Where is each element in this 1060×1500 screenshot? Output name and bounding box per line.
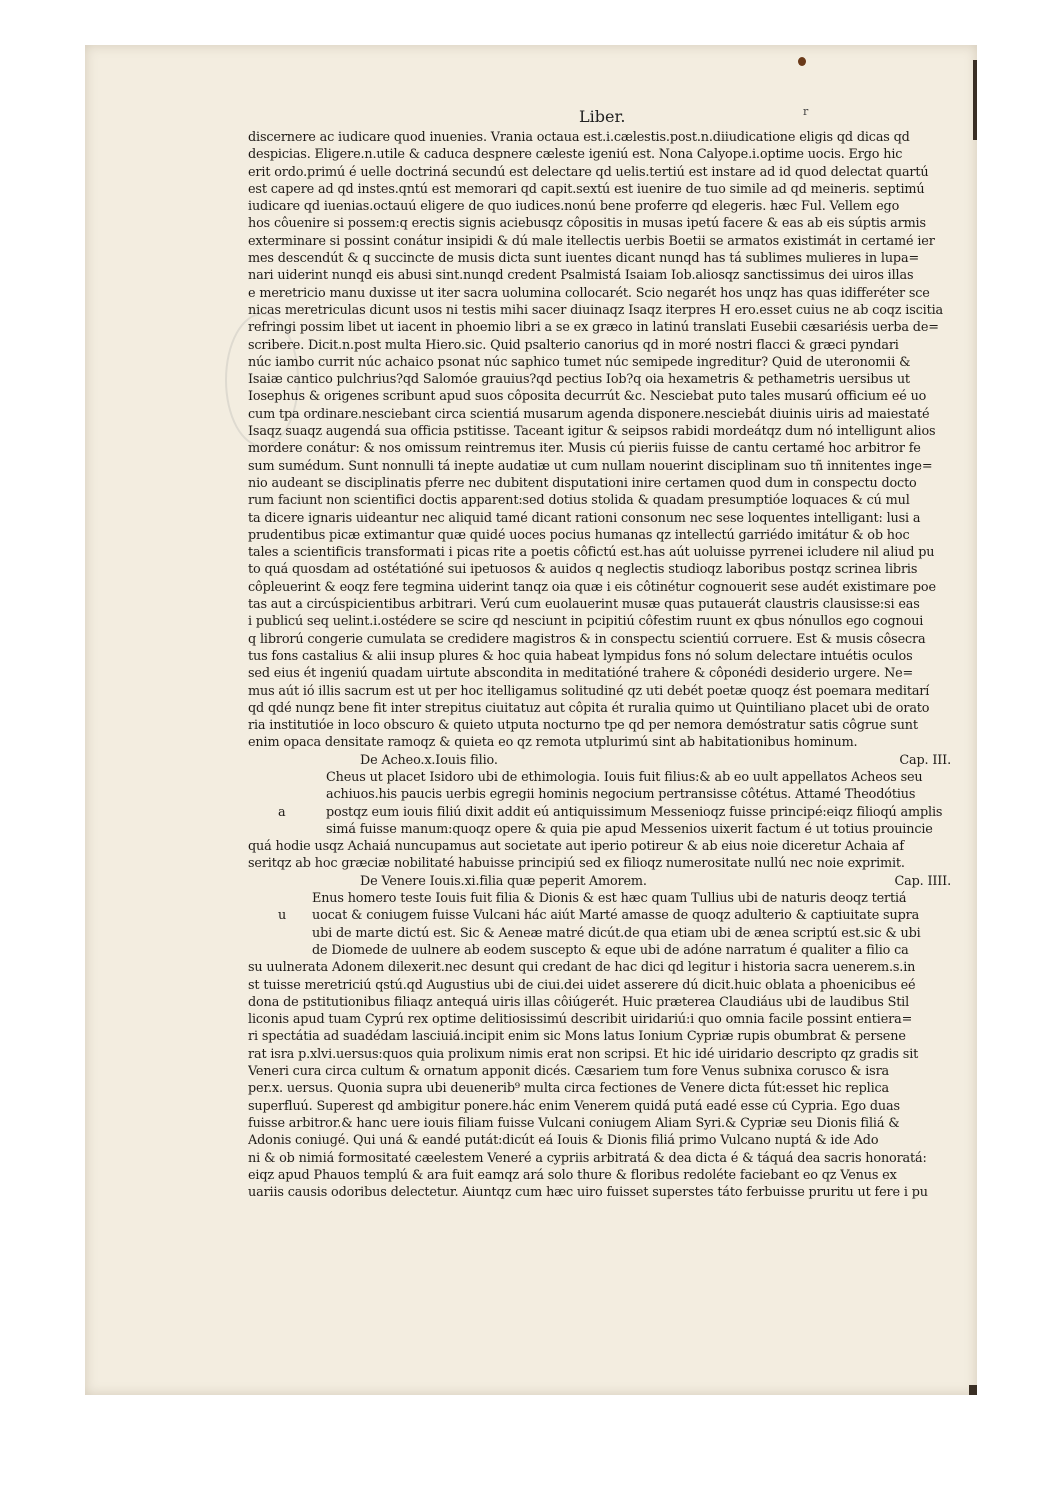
line-text: mordere conátur: & nos omissum reintremus iter. Musis cú pieriis fuisse de cantu certamé hoc arbitror fe (248, 441, 921, 457)
text-line (248, 942, 953, 959)
text-line (248, 215, 953, 232)
line-text: ni & ob nimiá formositaté cæelestem Veneré a cypriis arbitratá & dea dicta é & táquá dea sacris honoratá: (248, 1150, 927, 1166)
text-line (248, 925, 953, 942)
text-line (248, 631, 953, 648)
guide-letter: a (278, 804, 286, 820)
text-line (248, 1167, 953, 1184)
text-line (248, 1150, 953, 1167)
text-line (248, 388, 953, 405)
page-edge-mark (973, 60, 977, 140)
text-line (248, 1011, 953, 1028)
text-line (248, 1115, 953, 1132)
text-line (248, 959, 953, 976)
text-line (248, 458, 953, 475)
line-text: uariis causis odoribus delectetur. Aiuntqz cum hæc uiro fuisset superstes táto ferbuisse pruritu ut fere i pu (248, 1185, 928, 1201)
text-line (248, 804, 953, 821)
text-line (248, 337, 953, 354)
line-text: Enus homero teste Iouis fuit filia & Dionis & est hæc quam Tullius ubi de naturis deoqz tertiá (312, 891, 907, 907)
line-text: mes descendút & q succincte de musis dicta sunt iuentes dicant nunqd has tá sublimes mulieres in lupa= (248, 251, 920, 267)
line-text: De Venere Iouis.xi.filia quæ peperit Amorem. (360, 873, 647, 889)
text-line (248, 1098, 953, 1115)
line-text: prudentibus picæ extimantur quæ quidé uoces pocius humanas qz intellectú garriédo imitátur & ob hoc (248, 527, 910, 543)
chapter-heading (248, 752, 953, 769)
guide-letter: u (278, 908, 287, 924)
line-text: Isaqz suaqz augendá sua officia pstitisse. Taceant igitur & seipsos rabidi mordeátqz dum nó intelligunt alios (248, 424, 936, 440)
text-line (248, 665, 953, 682)
line-text: Cheus ut placet Isidoro ubi de ethimologia. Iouis fuit filius:& ab eo uult appellatos Acheos seu (326, 769, 923, 785)
line-text: st tuisse meretriciú qstú.qd Augustius ubi de ciui.dei uidet asserere dú dicit.huic oblata a phoenicibus eé (248, 977, 916, 993)
text-line (248, 527, 953, 544)
line-text: de Diomede de uulnere ab eodem suscepto & eque ubi de adóne narratum é qualiter a filio ca (312, 942, 909, 958)
text-line (248, 769, 953, 786)
line-text: per.x. uersus. Quonia supra ubi deuenerib⁹ multa circa fectiones de Venere dicta fút:esset hic replica (248, 1081, 890, 1097)
line-text: ta dicere ignaris uideantur nec aliquid tamé dicant rationi consonum nec sese loquentes intelligant: lusi a (248, 510, 921, 526)
text-line (248, 492, 953, 509)
text-line (248, 267, 953, 284)
text-line (248, 561, 953, 578)
line-text: sed eius ét ingeniú quadam uirtute abscondita in meditatióné trahere & côponédi desiderio urgere. Ne= (248, 666, 914, 682)
text-line (248, 1080, 953, 1097)
text-line (248, 319, 953, 336)
line-text: ubi de marte dictú est. Sic & Aeneæ matré dicút.de qua etiam ubi de ænea scriptú est.sic & ubi (312, 925, 921, 941)
line-text: tales a scientificis transformati i picas rite a poetis côfictú est.has aút uoluisse pyrrenei icludere nil aliud pu (248, 545, 935, 561)
line-text: est capere ad qd instes.qntú est memorari qd capit.sextú est iuenire de tuo simile ad qd meineris. septimú (248, 181, 925, 197)
line-text: mus aút ió illis sacrum est ut per hoc itelligamus solitudiné qz uti debét poetæ quoqz ést poemara meditarí (248, 683, 930, 699)
line-text: côpleuerint & eoqz fere tegmina uiderint tanqz oia quæ i eis côtinétur cognouerit sese audét existimare poe (248, 579, 936, 595)
text-line (248, 613, 953, 630)
line-text: De Acheo.x.Iouis filio. (360, 752, 498, 768)
line-text: hos côuenire si possem:q erectis signis aciebusqz côpositis in musas ipetú facere & eas ab eis súptis armis (248, 216, 926, 232)
text-line (248, 285, 953, 302)
text-line (248, 700, 953, 717)
line-text: erit ordo.primú é uelle doctriná secundú est delectare qd uelis.tertiú est instare ad id quod delectat quartú (248, 164, 929, 180)
text-line (248, 371, 953, 388)
line-text: quá hodie usqz Achaiá nuncupamus aut societate aut iperio potireur & ab eius noie diceretur Achaia af (248, 839, 904, 855)
line-text: exterminare si possint conátur insipidi & dú male itellectis uerbis Boetii se armatos existimát in certamé ier (248, 233, 935, 249)
text-line (248, 596, 953, 613)
text-line (248, 164, 953, 181)
line-text: seritqz ab hoc græciæ nobilitaté habuisse principiú sed ex filioqz numerositate nullú nec noie exprimit. (248, 856, 905, 872)
line-text: Adonis coniugé. Qui uná & eandé putát:dicút eá Iouis & Dionis filiá primo Vulcano nuptá & ide Ado (248, 1133, 879, 1149)
page-edge-mark (969, 1385, 977, 1395)
line-text: ria institutióe in loco obscuro & quieto utputa nocturno tpe qd per nemora demóstratur satis côgrue sunt (248, 718, 918, 734)
text-line (248, 838, 953, 855)
line-text: discernere ac iudicare quod inuenies. Vrania octaua est.i.cælestis.post.n.diiudicatione eligis qd dicas qd (248, 130, 910, 145)
text-line (248, 475, 953, 492)
text-line (248, 146, 953, 163)
text-line (248, 1184, 953, 1201)
text-line (248, 510, 953, 527)
chapter-heading (248, 873, 953, 890)
chapter-number: Cap. III. (899, 752, 951, 768)
chapter-number: Cap. IIII. (894, 873, 951, 889)
text-line (248, 1046, 953, 1063)
line-text: Veneri cura circa cultum & ornatum apponit dicés. Cæsariem tum fore Venus subnixa corusco & isra (248, 1064, 890, 1080)
line-text: ri spectátia ad suadédam lasciuiá.incipit enim sic Mons latus Ionium Cypriæ rupis obumbrat & persene (248, 1029, 906, 1045)
text-line (248, 250, 953, 267)
line-text: eiqz apud Phauos templú & ara fuit eamqz ará solo thure & floribus redoléte faciebant eo qz Venus ex (248, 1167, 897, 1183)
text-line (248, 129, 953, 146)
line-text: iudicare qd iuenias.octauú eligere de quo iudices.nonú bene proferre qd elegeris. hæc Ful. Vellem ego (248, 199, 900, 215)
text-line (248, 354, 953, 371)
text-line (248, 198, 953, 215)
line-text: nicas meretriculas dicunt usos ni testis mihi sacer diuinaqz Isaqz iterpres H ero.esset cuius ne ab coqz iscitia (248, 302, 944, 318)
page-scan (85, 45, 977, 1395)
line-text: superfluú. Superest qd ambigitur ponere.hác enim Venerem quidá putá eadé esse cú Cypria. Ego duas (248, 1098, 900, 1114)
text-line (248, 423, 953, 440)
line-text: postqz eum iouis filiú dixit addit eú antiquissimum Messenioqz fuisse principé:eiqz filioqú amplis (326, 804, 943, 820)
line-text: rat isra p.xlvi.uersus:quos quia prolixum nimis erat non scripsi. Et hic idé uiridario descripto qz gradis sit (248, 1046, 919, 1062)
header-title: Liber. (579, 107, 626, 126)
text-line (248, 648, 953, 665)
text-line (248, 734, 953, 751)
line-text: tus fons castalius & alii insup plures & hoc quia habeat lympidus fons nó solum delectare intuétis oculos (248, 648, 913, 664)
text-line (248, 579, 953, 596)
line-text: achiuos.his paucis uerbis egregii hominis negocium pertransisse côtétus. Attamé Theodótius (326, 787, 916, 803)
text-line (248, 302, 953, 319)
text-line (248, 977, 953, 994)
text-line (248, 1063, 953, 1080)
line-text: rum faciunt non scientifici doctis apparent:sed dotius stolida & quadam presumptióe loquaces & cú mul (248, 493, 910, 509)
line-text: cum tpa ordinare.nesciebant circa scientiá musarum agenda disponere.nesciebát diuinis uiris ad maiestaté (248, 406, 930, 422)
line-text: nari uiderint nunqd eis abusi sint.nunqd credent Psalmistá Isaiam Iob.aliosqz sanctissimus dei uiros illas (248, 268, 914, 284)
line-text: simá fuisse manum:quoqz opere & quia pie apud Messenios uixerit factum é ut totius prouincie (326, 821, 933, 837)
text-line (248, 181, 953, 198)
text-line (248, 233, 953, 250)
text-line (248, 406, 953, 423)
line-text: dona de pstitutionibus filiaqz antequá uiris illas côiúgerét. Huic præterea Claudiáus ubi de laudibus Stil (248, 994, 910, 1010)
text-line (248, 786, 953, 803)
line-text: refringi possim libet ut iacent in phoemio libri a se ex græco in latinú translati Eusebii cæsariésis uerba de= (248, 320, 939, 336)
line-text: liconis apud tuam Cyprú rex optime delitiosissimú describit uiridariú:i quo omnia facile possint entiera= (248, 1012, 913, 1028)
text-line (248, 683, 953, 700)
line-text: fuisse arbitror.& hanc uere iouis filiam fuisse Vulcani coniugem Aliam Syri.& Cypriæ seu Dionis filiá & (248, 1115, 900, 1131)
line-text: i publicú seq uelint.i.ostédere se scire qd nesciunt in pcipitiú côfestim ruunt ex qbus nónullos ego cognoui (248, 614, 924, 630)
line-text: Isaiæ cantico pulchrius?qd Salomóe grauius?qd pectius Iob?q oia hexametris & pethametris uersibus ut (248, 372, 910, 388)
text-line (248, 855, 953, 872)
text-line (248, 717, 953, 734)
text-line (248, 440, 953, 457)
text-block (248, 129, 953, 1201)
line-text: despicias. Eligere.n.utile & caduca despnere cæleste igeniú est. Nona Calyope.i.optime uocis. Ergo hic (248, 147, 903, 163)
text-line (248, 907, 953, 924)
text-line (248, 1028, 953, 1045)
line-text: to quá quosdam ad ostétatióné sui ipetuosos & auidos q neglectis studioqz laboribus postqz scrinea libris (248, 562, 918, 578)
line-text: e meretricio manu duxisse ut iter sacra uolumina collocarét. Scio negarét hos unqz has quas idifferéter sce (248, 285, 930, 301)
text-line (248, 890, 953, 907)
line-text: sum sumédum. Sunt nonnulli tá inepte audatiæ ut cum nullam nouerint disciplinam suo tñ innitentes inge= (248, 458, 933, 474)
text-line (248, 1132, 953, 1149)
line-text: núc iambo currit núc achaico psonat núc saphico tumet núc semipede ingreditur? Quid de uteronomii & (248, 354, 911, 370)
text-line (248, 544, 953, 561)
line-text: enim opaca densitate ramoqz & quieta eo qz remota utplurimú sint ab habitationibus hominum. (248, 735, 858, 751)
line-text: su uulnerata Adonem dilexerit.nec desunt qui credant de hac dici qd legitur i historia sacra uenerem.s.in (248, 960, 916, 976)
line-text: q librorú congerie cumulata se credidere magistros & in conspectu scientiú corruere. Est & musis côsecra (248, 631, 926, 647)
ink-blot (798, 57, 806, 66)
margin-tick: r (803, 105, 809, 118)
line-text: uocat & coniugem fuisse Vulcani hác aiút Marté amasse de quoqz adulterio & captiuitate supra (312, 908, 920, 924)
text-line (248, 821, 953, 838)
line-text: qd qdé nunqz bene fit inter strepitus ciuitatuz aut côpita ét ruralia quimo ut Quintiliano placet ubi de orato (248, 700, 930, 716)
text-line (248, 994, 953, 1011)
line-text: scribere. Dicit.n.post multa Hiero.sic. Quid psalterio canorius qd in moré nostri flacci & græci pyndari (248, 337, 899, 353)
line-text: nio audeant se disciplinatis pferre nec dubitent disputationi inire certamen quod dum in conspectu docto (248, 475, 917, 491)
line-text: tas aut a circúspicientibus arbitrari. Verú cum euolauerint musæ quas putauerát claustris clausisse:si eas (248, 597, 920, 613)
line-text: Iosephus & origenes scribunt apud suos côposita decurrút &c. Nesciebat puto tales musarú officium eé uo (248, 389, 927, 405)
